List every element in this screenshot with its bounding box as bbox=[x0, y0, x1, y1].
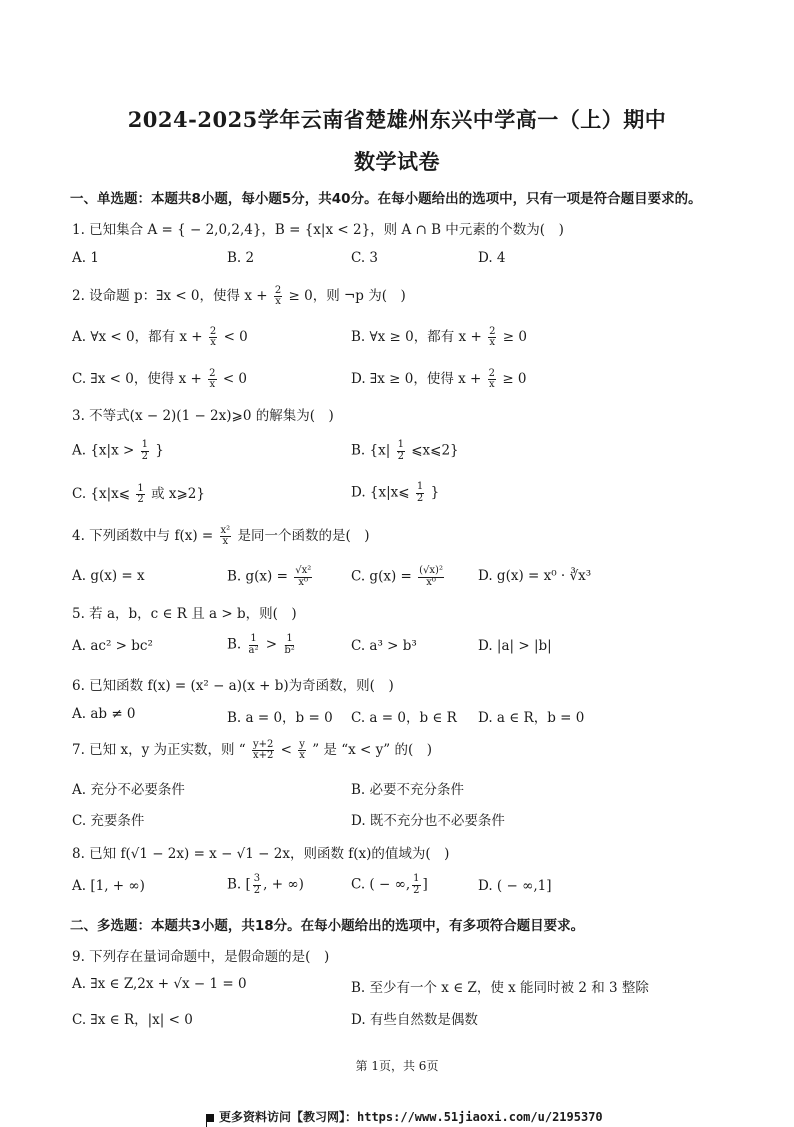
frac-num: 2 bbox=[488, 367, 496, 379]
opt-text: B. [ bbox=[227, 876, 251, 893]
frac-den: x bbox=[222, 536, 229, 547]
fraction bbox=[488, 327, 496, 349]
opt-text: A. ∀x < 0，都有 x + bbox=[72, 329, 203, 345]
fraction bbox=[141, 440, 149, 462]
question-7-stem bbox=[72, 738, 432, 762]
fraction bbox=[209, 327, 217, 349]
q7-stem-part: ” 是 “x < y” 的( ) bbox=[312, 742, 432, 758]
q7-option-a: A. 充分不必要条件 bbox=[72, 782, 185, 798]
opt-text: B. bbox=[227, 636, 242, 653]
opt-text: D. ∃x ≥ 0，使得 x + bbox=[351, 371, 482, 387]
opt-text: D. {x|x⩽ bbox=[351, 484, 410, 501]
opt-text: B. {x| bbox=[351, 442, 391, 459]
fraction bbox=[416, 482, 424, 504]
frac-num: 1 bbox=[397, 439, 404, 450]
q3-option-d bbox=[351, 482, 439, 504]
frac-den: 2 bbox=[141, 450, 148, 462]
frac-den: x+2 bbox=[252, 750, 274, 761]
fraction bbox=[294, 566, 312, 588]
opt-text: C. ( − ∞, bbox=[351, 876, 411, 893]
q5-option-d: D. |a| > |b| bbox=[478, 638, 552, 654]
opt-text: C. ∃x < 0，使得 x + bbox=[72, 371, 202, 387]
page-number-footer: 第 1页，共 6页 bbox=[355, 1059, 439, 1073]
frac-num: y+2 bbox=[252, 738, 274, 750]
opt-text: ] bbox=[422, 876, 428, 893]
q2-option-d bbox=[351, 367, 527, 391]
frac-den: 2 bbox=[416, 492, 424, 504]
q9-option-d: D. 有些自然数是偶数 bbox=[351, 1012, 478, 1028]
q6-option-b: B. a = 0，b = 0 bbox=[227, 710, 333, 726]
question-1-stem: 1. 已知集合 A = { − 2,0,2,4}，B = {x|x < 2}，则 A ∩ B 中元素的个数为( ) bbox=[72, 222, 564, 238]
opt-text: C. g(x) = bbox=[351, 568, 412, 585]
frac-num: 2 bbox=[489, 325, 496, 337]
q2-option-b bbox=[351, 325, 527, 349]
opt-text: A. {x|x > bbox=[72, 442, 135, 459]
q4-option-b bbox=[227, 566, 314, 588]
q9-option-c: C. ∃x ∈ R，|x| < 0 bbox=[72, 1012, 193, 1028]
question-5-stem: 5. 若 a，b，c ∈ R 且 a > b，则( ) bbox=[72, 606, 297, 622]
q1-option-b: B. 2 bbox=[227, 250, 255, 266]
opt-text: B. g(x) = bbox=[227, 568, 288, 585]
frac-num: 1 bbox=[250, 633, 257, 644]
fraction bbox=[298, 740, 306, 762]
opt-text: B. ∀x ≥ 0，都有 x + bbox=[351, 329, 482, 345]
frac-num: 1 bbox=[286, 633, 293, 644]
opt-text: < 0 bbox=[222, 371, 248, 387]
q4-option-a: A. g(x) = x bbox=[72, 568, 145, 584]
question-3-stem: 3. 不等式(x − 2)(1 − 2x)⩾0 的解集为( ) bbox=[72, 408, 334, 424]
fraction bbox=[397, 440, 405, 462]
q8-option-c bbox=[351, 874, 428, 896]
q7-stem-part: 7. 已知 x，y 为正实数，则 “ bbox=[72, 742, 246, 758]
fraction bbox=[248, 634, 260, 656]
q7-stem-part: < bbox=[280, 742, 292, 758]
q6-option-a: A. ab ≠ 0 bbox=[72, 706, 136, 722]
frac-den: 2 bbox=[413, 884, 420, 896]
opt-text: 或 x⩾2} bbox=[151, 486, 205, 502]
fraction bbox=[208, 369, 216, 391]
q8-option-b bbox=[227, 874, 304, 896]
frac-num: 1 bbox=[416, 481, 424, 492]
opt-text: ≥ 0 bbox=[502, 329, 527, 345]
q8-option-a: A. [1, + ∞) bbox=[72, 878, 145, 894]
question-9-stem: 9. 下列存在量词命题中，是假命题的是( ) bbox=[72, 949, 330, 965]
q3-option-c bbox=[72, 482, 205, 506]
opt-text: C. {x|x⩽ bbox=[72, 486, 131, 502]
q3-option-a bbox=[72, 440, 164, 462]
frac-num: y bbox=[299, 738, 305, 750]
q1-option-a: A. 1 bbox=[72, 250, 99, 266]
fraction bbox=[253, 874, 261, 896]
question-6-stem: 6. 已知函数 f(x) = (x² − a)(x + b)为奇函数，则( ) bbox=[72, 678, 394, 694]
frac-num: 3 bbox=[253, 873, 261, 884]
fraction bbox=[412, 874, 420, 896]
opt-text: > bbox=[265, 636, 278, 653]
frac-num: 2 bbox=[274, 284, 282, 296]
fraction bbox=[252, 740, 274, 762]
q4-option-d: D. g(x) = x⁰ · ∛x³ bbox=[478, 568, 592, 584]
q5-option-a: A. ac² > bc² bbox=[72, 638, 153, 654]
q4-stem-part: 是同一个函数的是( ) bbox=[237, 528, 370, 544]
opt-text: ⩽x⩽2} bbox=[411, 442, 459, 459]
frac-num: 1 bbox=[413, 873, 420, 884]
frac-num: (√x)² bbox=[419, 565, 443, 576]
question-4-stem bbox=[72, 524, 370, 548]
q2-option-a bbox=[72, 325, 248, 349]
frac-den: 2 bbox=[253, 884, 261, 896]
q4-stem-part: 4. 下列函数中与 f(x) = bbox=[72, 528, 214, 544]
frac-den: x bbox=[210, 337, 216, 348]
q2-option-c bbox=[72, 367, 247, 391]
opt-text: < 0 bbox=[223, 329, 248, 345]
q6-option-c: C. a = 0，b ∈ R bbox=[351, 710, 457, 726]
watermark-text: 更多资料访问【教习网】：https://www.51jiaoxi.com/u/2195370 bbox=[219, 1110, 603, 1124]
fraction bbox=[274, 286, 282, 308]
q7-option-d: D. 既不充分也不必要条件 bbox=[351, 813, 505, 829]
q3-option-b bbox=[351, 440, 459, 462]
q7-option-c: C. 充要条件 bbox=[72, 813, 145, 829]
fraction bbox=[418, 566, 444, 588]
opt-text: ≥ 0 bbox=[502, 371, 527, 387]
frac-num: 2 bbox=[209, 325, 217, 337]
q5-option-b bbox=[227, 634, 298, 656]
fraction bbox=[488, 369, 496, 391]
q1-option-d: D. 4 bbox=[478, 250, 506, 266]
q5-option-c: C. a³ > b³ bbox=[351, 638, 417, 654]
q2-stem-part: ≥ 0，则 ¬p 为( ) bbox=[288, 288, 406, 304]
frac-den: x bbox=[299, 750, 305, 761]
exam-title-line2: 数学试卷 bbox=[354, 149, 440, 174]
fraction bbox=[220, 526, 232, 548]
frac-den: x bbox=[489, 379, 495, 390]
q2-stem-part: 2. 设命题 p：∃x < 0，使得 x + bbox=[72, 288, 268, 304]
question-2-stem bbox=[72, 284, 406, 308]
exam-title-line1: 2024-2025学年云南省楚雄州东兴中学高一（上）期中 bbox=[127, 107, 667, 132]
frac-num: 1 bbox=[141, 439, 148, 450]
q4-option-c bbox=[351, 566, 446, 588]
frac-den: 2 bbox=[397, 450, 404, 462]
q8-option-d: D. ( − ∞,1] bbox=[478, 878, 552, 894]
frac-num: √x² bbox=[295, 565, 312, 576]
section-heading-single-choice: 一、单选题：本题共8小题，每小题5分，共40分。在每小题给出的选项中，只有一项是符合题目要求的。 bbox=[70, 191, 702, 207]
fraction bbox=[136, 484, 144, 506]
frac-num: 1 bbox=[137, 482, 144, 494]
watermark bbox=[206, 1108, 603, 1125]
frac-den: x⁰ bbox=[298, 576, 309, 588]
q7-option-b: B. 必要不充分条件 bbox=[351, 782, 465, 798]
q9-option-a: A. ∃x ∈ Z,2x + √x − 1 = 0 bbox=[72, 976, 247, 992]
opt-text: } bbox=[155, 442, 164, 459]
question-8-stem: 8. 已知 f(√1 − 2x) = x − √1 − 2x，则函数 f(x)的值域为( ) bbox=[72, 846, 450, 862]
flag-icon bbox=[206, 1114, 214, 1122]
q6-option-d: D. a ∈ R，b = 0 bbox=[478, 710, 585, 726]
frac-den: x⁰ bbox=[426, 576, 436, 588]
frac-den: 2 bbox=[137, 494, 144, 505]
frac-den: b² bbox=[284, 644, 295, 656]
frac-den: x bbox=[209, 379, 216, 390]
frac-den: a² bbox=[248, 644, 259, 656]
fraction bbox=[283, 634, 295, 656]
q1-option-c: C. 3 bbox=[351, 250, 379, 266]
section-heading-multiple-choice: 二、多选题：本题共3小题，共18分。在每小题给出的选项中，有多项符合题目要求。 bbox=[70, 918, 585, 934]
opt-text: , + ∞) bbox=[263, 876, 304, 893]
frac-den: x bbox=[275, 296, 281, 307]
opt-text: } bbox=[430, 484, 440, 501]
frac-num: x² bbox=[220, 524, 231, 536]
frac-num: 2 bbox=[209, 367, 216, 379]
frac-den: x bbox=[489, 337, 496, 348]
q9-option-b: B. 至少有一个 x ∈ Z，使 x 能同时被 2 和 3 整除 bbox=[351, 980, 649, 996]
